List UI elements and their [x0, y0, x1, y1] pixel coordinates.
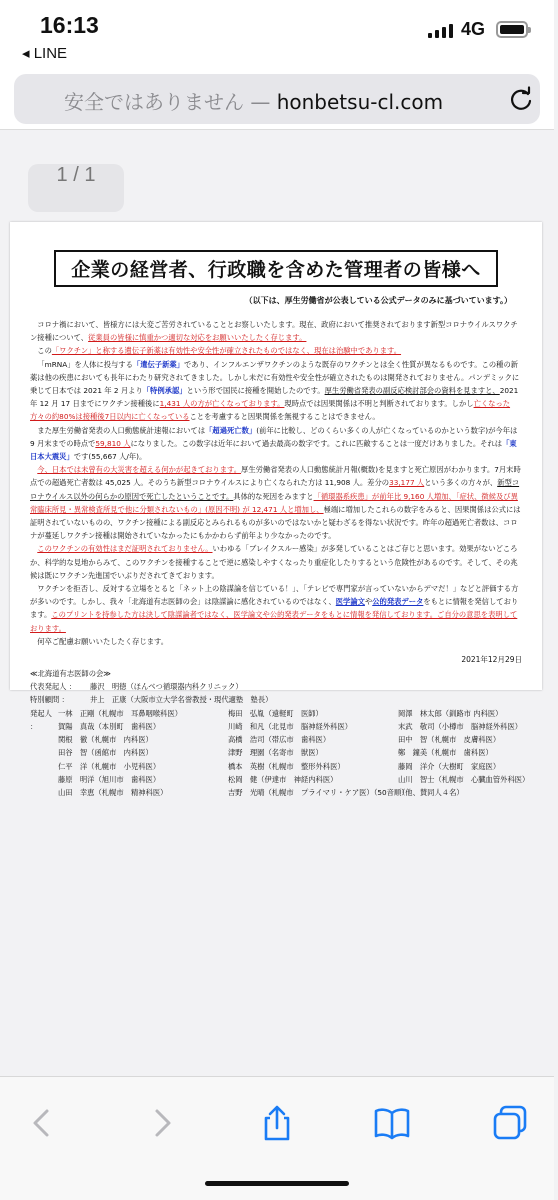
url-host: honbetsu-cl.com	[276, 90, 444, 114]
network-type: 4G	[461, 19, 486, 39]
battery-icon	[496, 21, 528, 38]
signatories: ≪北海道有志医師の会≫ 代表発起人 ： 藤沢 明徳（ほんべつ循環器内科クリニック） 特別顧問 ： 井上 正康（大阪市立大学名誉教授・現代適塾 塾長） 発起人 ： 一林 正剛（札幌市 耳鼻咽喉科医） 梅田 弘胤（遠軽町 医師） 岡澤 林太郎（釧路市 内科医） 賀陽 真哉（本別町 歯科医） 川崎 和凡（北見市 脳神経外科医） 末武 敬司（小樽市 脳神経外科医） 関根 徹（札幌市 内科医） 高橋 浩司（帯広市 歯科医） 田中 智（札幌市 皮膚科医） 田谷 智（函館市 内科医） 津野 理園（名寄市 獣医） 鄭 鐘美（札幌市 歯科医） 仁平 洋（札幌市 小児科医） 橋本 英樹（札幌市 整形外科医） 藤岡 洋介（大樹町 家庭医） 藤原 明洋（旭川市 歯科医） 松岡 健（伊達市 神経内科医） 山川 智士（札幌市 心臓血管外科医） 山田 幸恵（札幌市 精神科医） 吉野 光晴（札幌市 プライマリ・ケア医）（50音順） （他、賛同人４名）	[30, 667, 522, 799]
status-bar	[0, 0, 554, 70]
founder-entry: 関根 徹（札幌市 内科医）	[58, 735, 153, 745]
founder-entry: 松岡 健（伊達市 神経内科医）	[228, 774, 338, 784]
founder-entry: 吉野 光晴（札幌市 プライマリ・ケア医）（50音順）	[228, 787, 409, 797]
paragraph: コロナ禍において、皆様方には大変ご苦労されていることとお察しいたします。現在、政府において推奨されております新型コロナウイルスワクチン接種について、従業員の皆様に慎重かつ適切な対応をお願いいたしたく存じます。	[30, 320, 518, 343]
address-bar	[0, 70, 554, 130]
document-title: 企業の経営者、行政職を含めた管理者の皆様へ	[54, 250, 498, 287]
founder-entry: 仁平 洋（札幌市 小児科医）	[58, 761, 161, 771]
back-to-line-link[interactable]: ◂ LINE	[22, 45, 68, 62]
paragraph: この「ワクチン」と称する遺伝子新薬は有効性や安全性が確立されたものではなく、現在は治験中であります。	[37, 346, 402, 356]
forward-arrow-icon[interactable]	[142, 1103, 182, 1143]
paragraph: ワクチンを拒否し、反対する立場をとると「ネット上の陰謀論を信じている！」、「テレビで専門家が言っていないからデマだ！」などと評価する方が多いのです。しかし、我々「北海道有志医師の会」は陰謀論に感化されているのではなく、医学論文や公的発表データをもとに情報を発信しております。このプリントを持参した方は決して陰謀論者ではなく、医学論文や公的発表データをもとに情報を発信しております。ご自分の意思を表明しております。	[30, 584, 519, 633]
founder-entry: 川崎 和凡（北見市 脳神経外科医）	[228, 721, 353, 731]
document-date: 2021年12月29日	[461, 655, 522, 665]
browser-toolbar	[0, 1076, 554, 1200]
founder-entry: 橋本 英樹（札幌市 整形外科医）	[228, 761, 345, 771]
share-icon[interactable]	[257, 1103, 297, 1143]
paragraph: また厚生労働省発表の人口動態統計速報においては「超過死亡数」(前年に比較し、どのくらい多くの人が亡くなっているのかという数字)が今年は 9 月末までの時点で59,810 人になりました。この数字は近年において過去最高の数字です。これに匹敵することは一度だけありました。それは「東日本大震災」です(55,667 人/年)。	[30, 425, 518, 462]
founder-entry: （他、賛同人４名）	[398, 787, 464, 797]
founder-entry: 山田 幸恵（札幌市 精神科医）	[58, 787, 168, 797]
organization-name: ≪北海道有志医師の会≫	[30, 669, 111, 679]
founder-entry: 一林 正剛（札幌市 耳鼻咽喉科医）	[58, 708, 183, 718]
signal-icon	[428, 22, 453, 38]
back-arrow-icon[interactable]	[22, 1103, 62, 1143]
founder-entry: 高橋 浩司（帯広市 歯科医）	[228, 735, 331, 745]
tabs-icon[interactable]	[490, 1103, 530, 1143]
pdf-document-page	[10, 222, 542, 797]
paragraph: 「mRNA」を人体に投与する「遺伝子新薬」であり、インフルエンザワクチンのような既存のワクチンとは全く性質が異なるものです。この種の新薬は他の疾患においても長年にわたり研究されてきました。しかし未だに有効性や安全性が確立されたものは開発されておりません。パンデミックに乗じて日本では 2021 年 2 月より「特例承認」という形で国民に接種を開始したのです。厚生労働省発表の副反応検討部会の資料を見ますと、2021 年 12 月 17 日までにワクチン接種後に1,431 人の方が亡くなっております。現時点では因果関係は不明と判断されております。しかし亡くなった方々の約80%は接種後7日以内に亡くなっていることを考慮すると因果関係を無視することはできません。	[30, 359, 520, 422]
reload-icon[interactable]	[508, 86, 534, 112]
document-body	[30, 318, 522, 648]
founder-entry: 田谷 智（函館市 内科医）	[58, 748, 153, 758]
founder-entry: 藤原 明洋（旭川市 歯科医）	[58, 774, 161, 784]
representative: 藤沢 明徳（ほんべつ循環器内科クリニック）	[90, 682, 243, 692]
founder-entry: 田中 智（札幌市 皮膚科医）	[398, 735, 501, 745]
bookmarks-icon[interactable]	[372, 1103, 412, 1143]
founder-entry: 藤岡 洋介（大樹町 家庭医）	[398, 761, 501, 771]
url-field[interactable]	[14, 74, 540, 124]
founder-entry: 賀陽 真哉（本別町 歯科医）	[58, 721, 161, 731]
status-time: 16:13	[40, 12, 99, 38]
paragraph: 今、日本では未曾有の大災害を超える何かが起きております。厚生労働省発表の人口動態統計月報(概数)を見ますと死亡原因がわかります。7月末時点での超過死亡者数は 45,025 人。そのうち新型コロナウイルスにより亡くなられた方は 11,908 人。差分の33,177 人という多くの方々が、新型コロナウイルス以外の何らかの原因で死亡したということです。具体的な死因をみますと「循環器系疾患」が前年比 9,160 人増加、「症状、徴候及び異常臨床所見・異常検査所見で他に分類されないもの」(原因不明) が 12,471 人と増加し、極端に増加したこれらの数字をみると、因果関係は公式には証明されていないものの、ワクチン接種による副反応とみられるものが多いのではないかと疑わざるを得ない状況です。昨年の超過死亡者数は、コロナが蔓延しワクチン接種は開始されていなかったにもかかわらず前年より少なかったのです。	[30, 465, 521, 541]
founder-entry: 梅田 弘胤（遠軽町 医師）	[228, 708, 323, 718]
document-subtitle: （以下は、厚生労働省が公表している公式データのみに基づいています。）	[244, 296, 512, 305]
home-indicator	[205, 1181, 349, 1186]
paragraph: 何卒ご配慮お願いいたしたく存じます。	[37, 636, 169, 646]
paragraph: このワクチンの有効性はまだ証明されておりません。いわゆる「ブレイクスルー感染」が多発していることはご存じと思います。効果がないどころか、科学的な見地からみて、このワクチンを接種することで逆に感染しやすくなったり重症化したりするという危険性があるのです。そして、その兆候は既にワクチン先進国でいぶりだされてきております。	[30, 544, 518, 580]
founder-entry: 山川 智士（札幌市 心臓血管外科医）	[398, 774, 530, 784]
pdf-page-indicator: 1 / 1	[28, 164, 124, 212]
founder-entry: 鄭 鐘美（札幌市 歯科医）	[398, 748, 493, 758]
founders-list	[58, 707, 558, 799]
founder-entry: 末武 敬司（小樽市 脳神経外科医）	[398, 721, 523, 731]
founder-entry: 津野 理園（名寄市 獣医）	[228, 748, 323, 758]
not-secure-label: 安全ではありません —	[64, 90, 277, 114]
special-advisor: 井上 正康（大阪市立大学名誉教授・現代適塾 塾長）	[90, 695, 273, 705]
founder-entry: 岡澤 林太郎（釧路市 内科医）	[398, 708, 503, 718]
